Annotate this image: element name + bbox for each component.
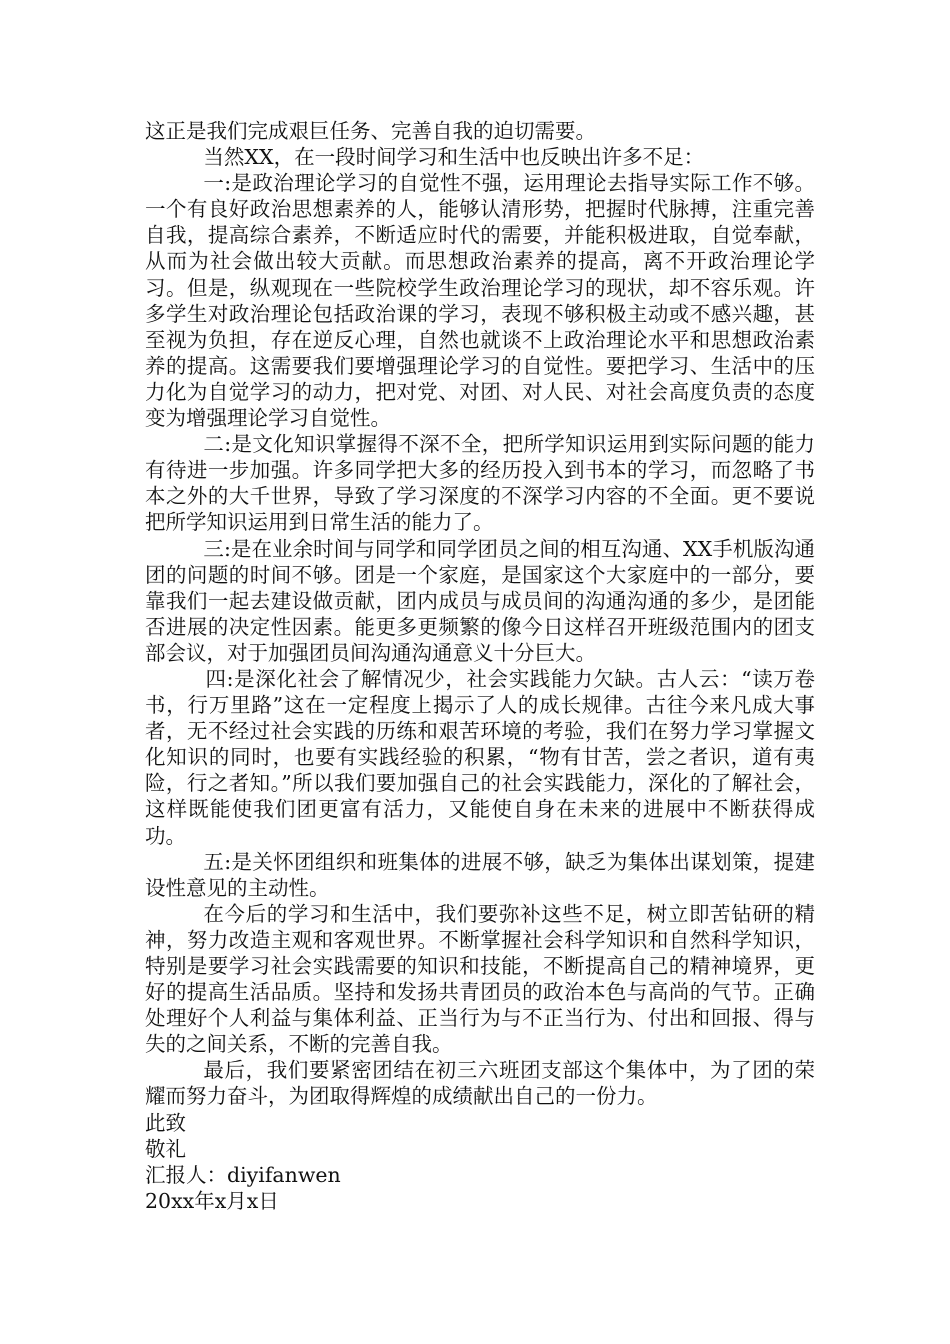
report-date: 20xx年x月x日	[145, 1188, 279, 1213]
paragraph-point-two: 二:是文化知识掌握得不深不全，把所学知识运用到实际问题的能力有待进一步加强。许多同学把大多的经历投入到书本的学习，而忽略了书本之外的大千世界，导致了学习深度的不深学习内容的不全面。更不要说把所学知识运用到日常生活的能力了。	[145, 432, 815, 535]
paragraph-intro: 当然XX，在一段时间学习和生活中也反映出许多不足：	[203, 145, 705, 170]
reporter-name: 汇报人：diyifanwen	[145, 1162, 341, 1187]
paragraph-continuation: 这正是我们完成艰巨任务、完善自我的迫切需要。	[145, 119, 596, 143]
paragraph-point-four: 四:是深化社会了解情况少，社会实践能力欠缺。古人云：“读万卷书，行万里路”这在一定程度上揭示了人的成长规律。古往今来凡成大事者，无不经过社会实践的历练和艰苦环境的考验，我们在努力学习掌握文化知识的同时，也要有实践经验的积累，“物有甘苦，尝之者识，道有夷险，行之者知。”所以我们要加强自己的社会实践能力，深化的了解社会，这样既能使我们团更富有活力，又能使自身在未来的进展中不断获得成功。	[145, 666, 815, 848]
paragraph-point-one: 一:是政治理论学习的自觉性不强，运用理论去指导实际工作不够。一个有良好政治思想素养的人，能够认清形势，把握时代脉搏，注重完善自我，提高综合素养，不断适应时代的需要，并能积极进取，自觉奉献，从而为社会做出较大贡献。而思想政治素养的提高，离不开政治理论学习。但是，纵观现在一些院校学生政治理论学习的现状，却不容乐观。许多学生对政治理论包括政治课的学习，表现不够积极主动或不感兴趣，甚至视为负担，存在逆反心理，自然也就谈不上政治理论水平和思想政治素养的提高。这需要我们要增强理论学习的自觉性。要把学习、生活中的压力化为自觉学习的动力，把对党、对团、对人民、对社会高度负责的态度变为增强理论学习自觉性。	[145, 171, 815, 431]
paragraph-future-plans: 在今后的学习和生活中，我们要弥补这些不足，树立即苦钻研的精神，努力改造主观和客观世界。不断掌握社会科学知识和自然科学知识，特别是要学习社会实践需要的知识和技能，不断提高自己的精神境界，更好的提高生活品质。坚持和发扬共青团员的政治本色与高尚的气节。正确处理好个人利益与集体利益、正当行为与不正当行为、付出和回报、得与失的之间关系，不断的完善自我。	[145, 901, 815, 1057]
paragraph-conclusion: 最后，我们要紧密团结在初三六班团支部这个集体中，为了团的荣耀而努力奋斗，为团取得辉煌的成绩献出自己的一份力。	[145, 1058, 815, 1109]
paragraph-point-five: 五:是关怀团组织和班集体的进展不够，缺乏为集体出谋划策，提建设性意见的主动性。	[145, 849, 815, 900]
document-body	[145, 118, 815, 1214]
paragraph-point-three: 三:是在业余时间与同学和同学团员之间的相互沟通、XX手机版沟通团的问题的时间不够。团是一个家庭，是国家这个大家庭中的一部分，要靠我们一起去建设做贡献，团内成员与成员间的沟通沟通的多少，是团能否进展的决定性因素。能更多更频繁的像今日这样召开班级范围内的团支部会议，对于加强团员间沟通沟通意义十分巨大。	[145, 536, 815, 665]
closing-salutation: 此致	[145, 1110, 186, 1135]
closing-regards: 敬礼	[145, 1136, 186, 1161]
